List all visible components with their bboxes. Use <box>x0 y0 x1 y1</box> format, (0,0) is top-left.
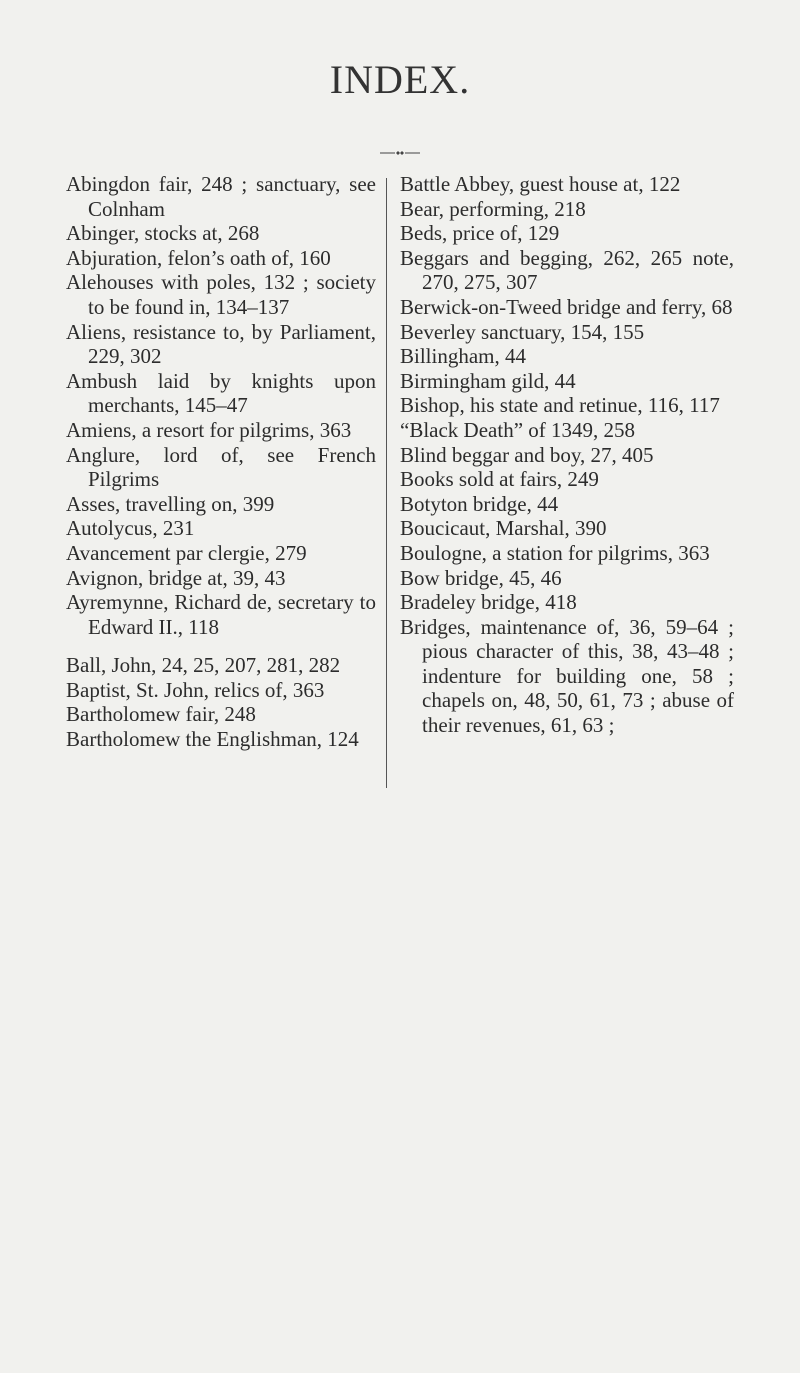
index-entry: Autolycus, 231 <box>66 516 195 541</box>
index-entry: Beverley sanctuary, 154, 155 <box>400 319 645 344</box>
ornament-divider <box>380 148 420 158</box>
index-entry: Avancement par clergie, 279 <box>66 540 307 565</box>
index-entry: Alehouses with poles, 132 ; society to be found in, 134–137 <box>66 270 376 319</box>
page-title: INDEX. <box>329 57 471 102</box>
index-entry: Botyton bridge, 44 <box>400 491 559 516</box>
index-entry: Berwick-on-Tweed bridge and ferry, 68 <box>400 294 733 319</box>
index-entry: Books sold at fairs, 249 <box>400 467 599 492</box>
index-entry: Battle Abbey, guest house at, 122 <box>400 172 681 196</box>
index-entry: Beggars and begging, 262, 265 note, 270, 275, 307 <box>400 245 734 295</box>
index-entry: Aliens, resistance to, by Parliament, 229, 302 <box>66 319 376 369</box>
index-entry: Ambush laid by knights upon merchants, 145–47 <box>66 368 376 418</box>
index-entry: Bartholomew fair, 248 <box>66 702 256 727</box>
index-entry: Amiens, a resort for pilgrims, 363 <box>66 417 352 442</box>
index-entry: Bishop, his state and retinue, 116, 117 <box>400 393 720 418</box>
index-entry: Boulogne, a station for pilgrims, 363 <box>400 540 710 565</box>
index-entry: Bow bridge, 45, 46 <box>400 565 562 590</box>
index-entry: “Black Death” of 1349, 258 <box>400 417 636 442</box>
index-entry: Bradeley bridge, 418 <box>400 590 577 615</box>
index-entry: Bartholomew the Englishman, 124 <box>66 727 359 752</box>
index-entry: Avignon, bridge at, 39, 43 <box>66 565 286 590</box>
index-entry: Abingdon fair, 248 ; sanctuary, see Colnham <box>66 172 376 221</box>
index-entry: Birmingham gild, 44 <box>400 368 576 393</box>
index-entry: Boucicaut, Marshal, 390 <box>400 516 607 541</box>
index-column-right <box>400 172 734 738</box>
index-entry: Abjuration, felon’s oath of, 160 <box>66 245 331 270</box>
index-entry: Beds, price of, 129 <box>400 221 560 246</box>
index-entry: Billingham, 44 <box>400 344 526 369</box>
index-entry: Blind beggar and boy, 27, 405 <box>400 442 654 467</box>
index-entry: Ball, John, 24, 25, 207, 281, 282 <box>66 653 341 678</box>
index-column-left <box>66 172 376 752</box>
index-entry: Bridges, maintenance of, 36, 59–64 ; pious character of this, 38, 43–48 ; indenture for building one, 58 ; chapels on, 48, 50, 61, 73 ; abuse of their revenues, 61, 63 ; <box>400 614 734 738</box>
index-entry: Baptist, St. John, relics of, 363 <box>66 677 325 702</box>
column-divider <box>386 178 387 788</box>
index-entry: Anglure, lord of, see French Pilgrims <box>66 442 376 492</box>
index-entry: Asses, travelling on, 399 <box>66 491 275 516</box>
index-entry: Abinger, stocks at, 268 <box>66 221 260 246</box>
index-entry: Bear, performing, 218 <box>400 196 586 221</box>
index-entry: Ayremynne, Richard de, secretary to Edward II., 118 <box>66 590 376 639</box>
